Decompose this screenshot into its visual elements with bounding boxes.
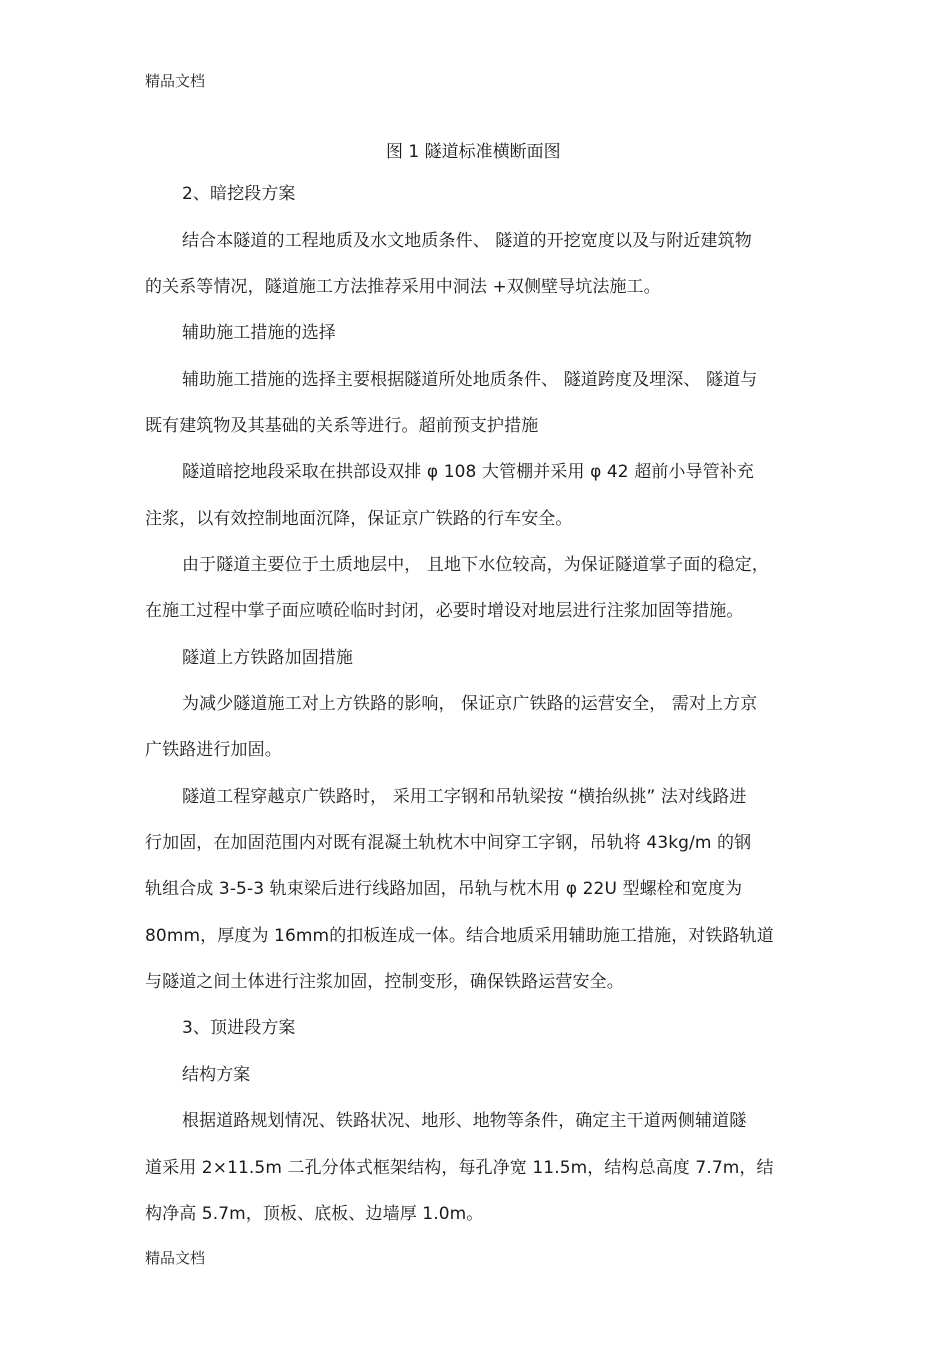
paragraph-line: 隧道暗挖地段采取在拱部设双排 φ 108 大管棚并采用 φ 42 超前小导管补充: [182, 462, 754, 482]
paragraph-line: 的关系等情况，隧道施工方法推荐采用中洞法 +双侧壁导坑法施工。: [145, 277, 661, 297]
paragraph-line: 广铁路进行加固。: [145, 740, 282, 760]
paragraph-line: 辅助施工措施的选择主要根据隧道所处地质条件、 隧道跨度及埋深、 隧道与: [182, 370, 758, 390]
paragraph-line: 根据道路规划情况、铁路状况、地形、地物等条件，确定主干道两侧辅道隧: [182, 1111, 747, 1131]
paragraph-line: 结合本隧道的工程地质及水文地质条件、 隧道的开挖宽度以及与附近建筑物: [182, 231, 752, 251]
paragraph-line: 由于隧道主要位于土质地层中， 且地下水位较高，为保证隧道掌子面的稳定，: [182, 555, 769, 575]
paragraph-line: 道采用 2×11.5m 二孔分体式框架结构，每孔净宽 11.5m，结构总高度 7.7m，结: [145, 1158, 774, 1178]
section-heading: 3、顶进段方案: [182, 1018, 296, 1038]
paragraph-line: 轨组合成 3-5-3 轨束梁后进行线路加固，吊轨与枕木用 φ 22U 型螺栓和宽度为: [145, 879, 743, 899]
page-header: 精品文档: [145, 72, 206, 90]
page-footer: 精品文档: [145, 1249, 206, 1267]
paragraph-line: 为减少隧道施工对上方铁路的影响， 保证京广铁路的运营安全， 需对上方京: [182, 694, 758, 714]
subheading: 隧道上方铁路加固措施: [182, 648, 353, 668]
paragraph-line: 构净高 5.7m，顶板、底板、边墙厚 1.0m。: [145, 1204, 484, 1224]
paragraph-line: 在施工过程中掌子面应喷砼临时封闭，必要时增设对地层进行注浆加固等措施。: [145, 601, 744, 621]
paragraph-line: 与隧道之间土体进行注浆加固，控制变形，确保铁路运营安全。: [145, 972, 624, 992]
section-heading: 2、暗挖段方案: [182, 184, 296, 204]
figure-caption: 图 1 隧道标准横断面图: [386, 142, 561, 162]
paragraph-line: 注浆，以有效控制地面沉降，保证京广铁路的行车安全。: [145, 509, 573, 529]
subheading: 辅助施工措施的选择: [182, 323, 336, 343]
subheading: 结构方案: [182, 1065, 251, 1085]
paragraph-line: 隧道工程穿越京广铁路时， 采用工字钢和吊轨梁按 “横抬纵挑” 法对线路进: [182, 787, 747, 807]
paragraph-line: 80mm，厚度为 16mm的扣板连成一体。结合地质采用辅助施工措施，对铁路轨道: [145, 926, 774, 946]
paragraph-line: 既有建筑物及其基础的关系等进行。超前预支护措施: [145, 416, 539, 436]
paragraph-line: 行加固，在加固范围内对既有混凝土轨枕木中间穿工字钢，吊轨将 43kg/m 的钢: [145, 833, 752, 853]
